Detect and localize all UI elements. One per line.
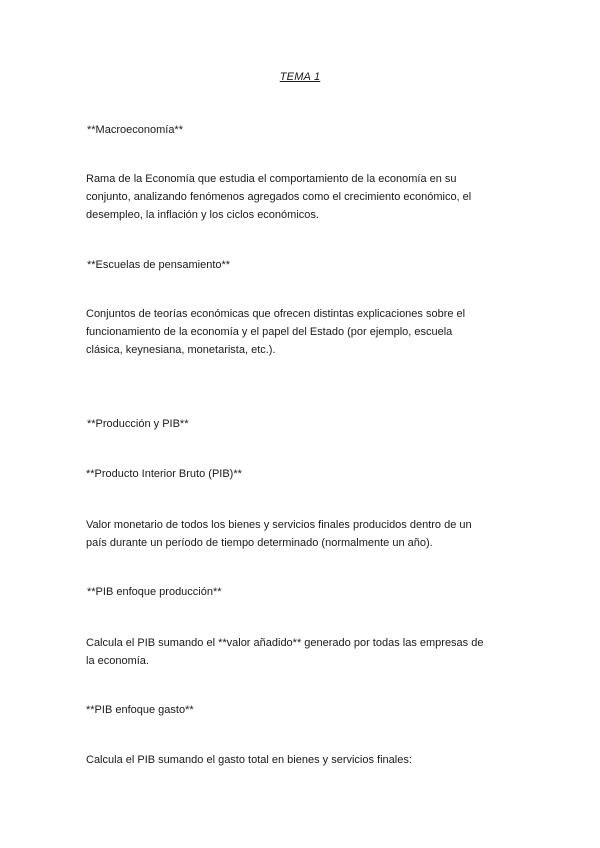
paragraph-escuelas-pensamiento	[86, 305, 516, 359]
paragraph-pib-definicion	[86, 516, 516, 552]
heading-macroeconomia: **Macroeconomía**	[87, 124, 183, 136]
paragraph-macroeconomia	[86, 170, 516, 224]
paragraph-line: conjunto, analizando fenómenos agregados como el crecimiento económico, el	[86, 191, 472, 203]
page-title: TEMA 1	[279, 71, 321, 83]
paragraph-pib-enfoque-gasto	[86, 751, 516, 769]
heading-escuelas-pensamiento: **Escuelas de pensamiento**	[87, 259, 231, 271]
paragraph-pib-enfoque-produccion	[86, 634, 516, 670]
paragraph-line: Conjuntos de teorías económicas que ofrecen distintas explicaciones sobre el	[86, 308, 466, 320]
heading-produccion-pib: **Producción y PIB**	[87, 418, 189, 430]
paragraph-line: la economía.	[86, 655, 149, 667]
paragraph-line: funcionamiento de la economía y el papel del Estado (por ejemplo, escuela	[86, 326, 453, 338]
paragraph-line: Rama de la Economía que estudia el comportamiento de la economía en su	[86, 173, 457, 185]
paragraph-line: Valor monetario de todos los bienes y servicios finales producidos dentro de un	[86, 519, 472, 531]
paragraph-line: clásica, keynesiana, monetarista, etc.).	[86, 344, 276, 356]
paragraph-line: desempleo, la inflación y los ciclos económicos.	[86, 209, 319, 221]
paragraph-line: país durante un período de tiempo determinado (normalmente un año).	[86, 537, 433, 549]
heading-pib-enfoque-gasto: **PIB enfoque gasto**	[86, 704, 194, 716]
paragraph-line: Calcula el PIB sumando el gasto total en bienes y servicios finales:	[86, 754, 412, 766]
paragraph-line: Calcula el PIB sumando el **valor añadido** generado por todas las empresas de	[86, 637, 484, 649]
heading-pib-enfoque-produccion: **PIB enfoque producción**	[87, 586, 222, 598]
heading-producto-interior-bruto: **Producto Interior Bruto (PIB)**	[86, 468, 242, 480]
